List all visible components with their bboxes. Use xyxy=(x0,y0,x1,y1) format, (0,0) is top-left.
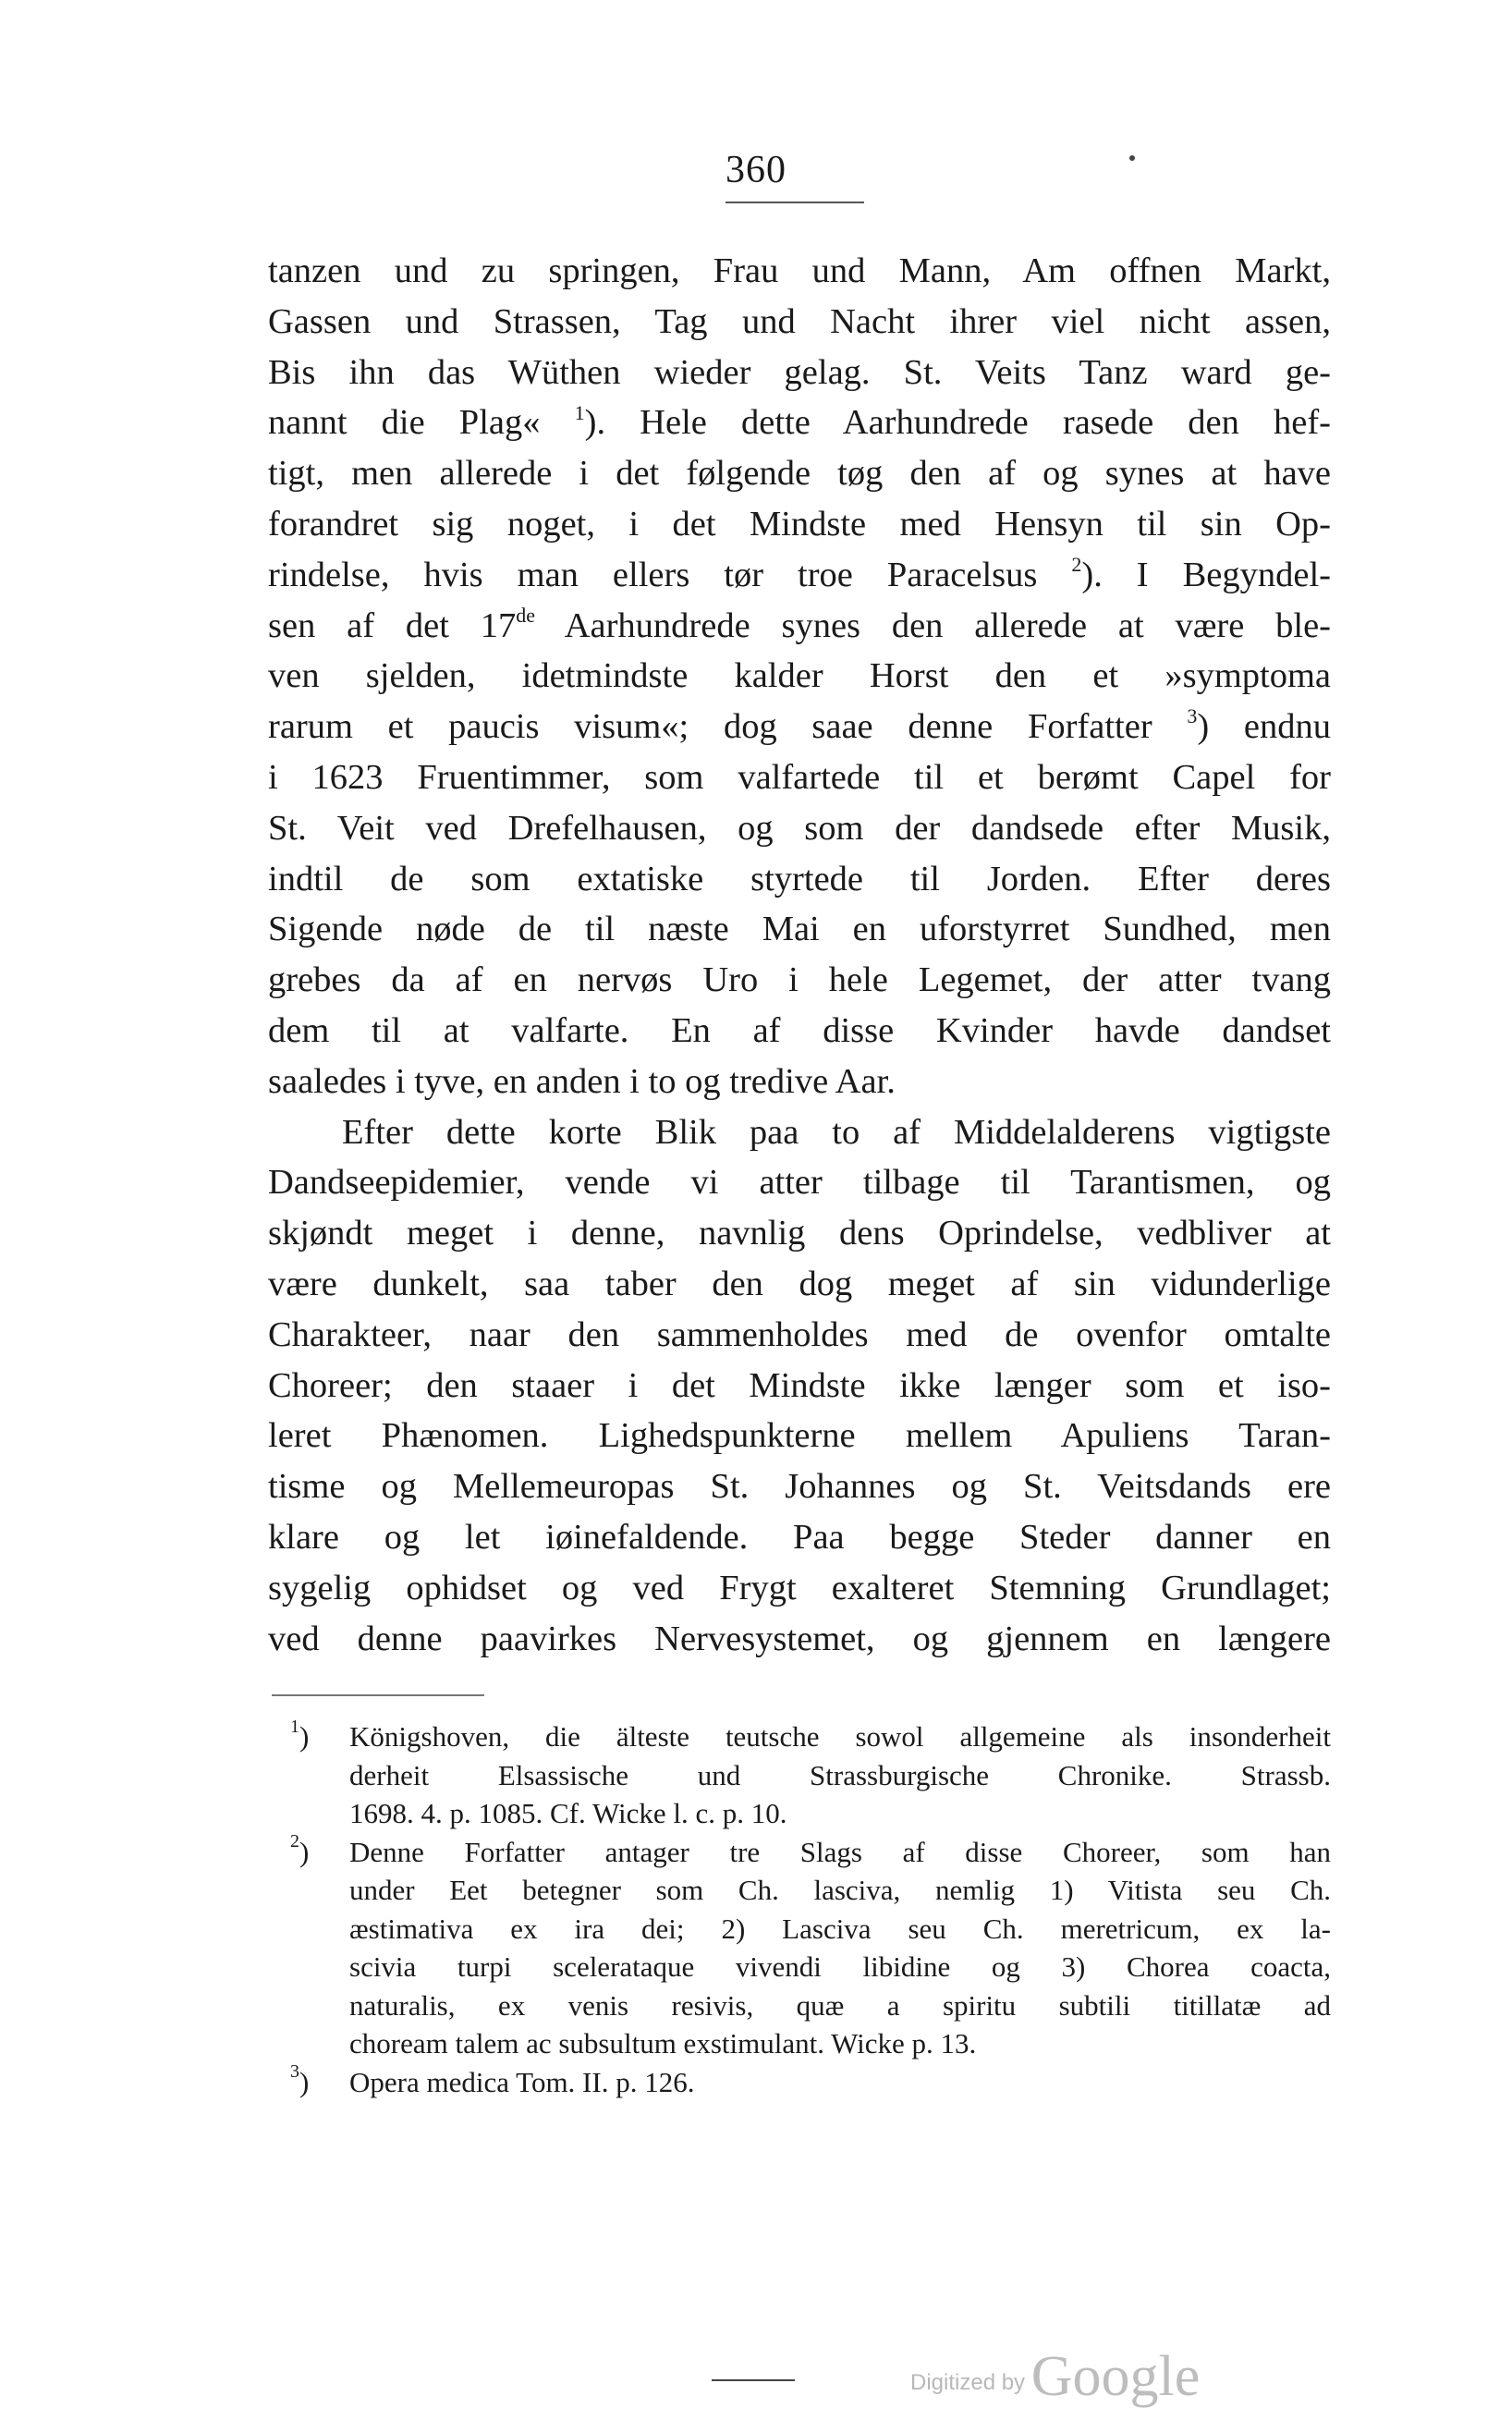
text-line: Choreer; den staaer i det Mindste ikke længer som et iso- xyxy=(268,1365,1331,1405)
text-line: St. Veit ved Drefelhausen, og som der dandsede efter Musik, xyxy=(268,808,1331,848)
text-line: Bis ihn das Wüthen wieder gelag. St. Veits Tanz ward ge- xyxy=(268,352,1331,392)
text-fragment: ). Hele dette Aarhundrede rasede den hef- xyxy=(584,403,1331,443)
footnote-number: 1 xyxy=(290,1716,299,1737)
text-fragment: rindelse, hvis man ellers tør troe Paracelsus xyxy=(268,555,1072,594)
text-fragment: ). I Begyndel- xyxy=(1081,555,1331,594)
footnote-separator xyxy=(272,1694,484,1696)
footnote-line: scivia turpi scelerataque vivendi libidine og 3) Chorea coacta, xyxy=(349,1950,1331,1983)
text-line: Efter dette korte Blik paa to af Middelalderens vigtigste xyxy=(342,1112,1331,1152)
text-line: dem til at valfarte. En af disse Kvinder havde dandset xyxy=(268,1010,1331,1050)
footnote xyxy=(268,1833,1331,2063)
text-fragment: rarum et paucis visum«; dog saae denne Forfatter xyxy=(268,707,1188,747)
text-line: saaledes i tyve, en anden i to og tredive Aar. xyxy=(268,1061,896,1101)
text-line xyxy=(268,601,1331,652)
footnote-marker: $^1$) xyxy=(290,1716,310,1753)
text-line xyxy=(268,397,1331,448)
watermark-prefix: Digitized by xyxy=(910,2370,1026,2395)
footnote-line: 1698. 4. p. 1085. Cf. Wicke l. c. p. 10. xyxy=(349,1797,787,1829)
text-line: i 1623 Fruentimmer, som valfartede til et berømt Capel for xyxy=(268,757,1331,797)
watermark-brand: Google xyxy=(1030,2345,1201,2408)
footnotes xyxy=(268,1717,1331,2101)
text-line: være dunkelt, saa taber den dog meget af sin vidunderlige xyxy=(268,1264,1331,1303)
footnote-line: æstimativa ex ira dei; 2) Lasciva seu Ch. meretricum, ex la- xyxy=(349,1912,1331,1945)
footnote-line: derheit Elsassische und Strassburgische Chronike. Strassb. xyxy=(349,1758,1331,1791)
text-line: Dandseepidemier, vende vi atter tilbage til Tarantismen, og xyxy=(268,1163,1331,1203)
text-line: leret Phænomen. Lighedspunkterne mellem Apuliens Taran- xyxy=(268,1416,1331,1456)
text-line: forandret sig noget, i det Mindste med Hensyn til sin Op- xyxy=(268,504,1331,544)
text-line: grebes da af en nervøs Uro i hele Legemet, der atter tvang xyxy=(268,960,1331,1000)
text-fragment: Aarhundrede synes den allerede at være ble- xyxy=(535,605,1332,645)
footnote xyxy=(268,1717,1331,1833)
page-number: 360 xyxy=(726,149,786,191)
superscript: 3 xyxy=(1187,704,1198,728)
superscript: 1 xyxy=(574,400,585,424)
superscript: 2 xyxy=(1071,552,1082,576)
footnote-line: choream talem ac subsultum exstimulant. Wicke p. 13. xyxy=(349,2027,977,2059)
text-line: Charakteer, naar den sammenholdes med de ovenfor omtalte xyxy=(268,1314,1331,1354)
footnote-number: 2 xyxy=(290,1831,299,1852)
text-line: Gassen und Strassen, Tag und Nacht ihrer viel nicht assen, xyxy=(268,301,1331,341)
text-line: skjøndt meget i denne, navnlig dens Oprindelse, vedbliver at xyxy=(268,1214,1331,1253)
text-line: tisme og Mellemeuropas St. Johannes og St. Veitsdands ere xyxy=(268,1467,1331,1507)
text-line: indtil de som extatiske styrtede til Jorden. Efter deres xyxy=(268,859,1331,898)
text-fragment: sen af det 17 xyxy=(268,605,517,645)
text-line: ved denne paavirkes Nervesystemet, og gjennem en længere xyxy=(268,1619,1331,1658)
body-text xyxy=(268,246,1331,1664)
footnote-marker: $^2$) xyxy=(290,1831,310,1868)
footnote-line: Opera medica Tom. II. p. 126. xyxy=(349,2065,695,2098)
page-number-rule xyxy=(726,202,864,203)
footnote-line: Königshoven, die älteste teutsche sowol allgemeine als insonderheit xyxy=(349,1720,1331,1753)
footnote-line: naturalis, ex venis resivis, quæ a spiritu subtili titillatæ ad xyxy=(349,1988,1331,2022)
text-line: sygelig ophidset og ved Frygt exalteret Stemning Grundlaget; xyxy=(268,1568,1331,1607)
text-line: tanzen und zu springen, Frau und Mann, Am offnen Markt, xyxy=(268,251,1331,290)
text-line xyxy=(268,702,1331,752)
text-line: klare og let iøinefaldende. Paa begge Steder danner en xyxy=(268,1517,1331,1557)
footnote-marker: $^3$) xyxy=(290,2061,310,2098)
text-fragment: nannt die Plag« xyxy=(268,403,575,443)
footnote-line: under Eet betegner som Ch. lasciva, nemlig 1) Vitista seu Ch. xyxy=(349,1874,1331,1906)
text-line: ven sjelden, idetmindste kalder Horst den et »symptoma xyxy=(268,656,1331,696)
footnote-number: 3 xyxy=(290,2061,299,2083)
digitized-watermark xyxy=(910,2344,1200,2410)
footnote-line: Denne Forfatter antager tre Slags af disse Choreer, som han xyxy=(349,1835,1331,1868)
superscript: de xyxy=(516,603,535,627)
text-line xyxy=(268,550,1331,601)
text-line: Sigende nøde de til næste Mai en uforstyrret Sundhed, men xyxy=(268,910,1331,949)
bottom-rule xyxy=(712,2379,795,2381)
footnote xyxy=(268,2063,1331,2102)
text-fragment: ) endnu xyxy=(1197,707,1331,747)
text-line: tigt, men allerede i det følgende tøg den af og synes at have xyxy=(268,454,1331,494)
